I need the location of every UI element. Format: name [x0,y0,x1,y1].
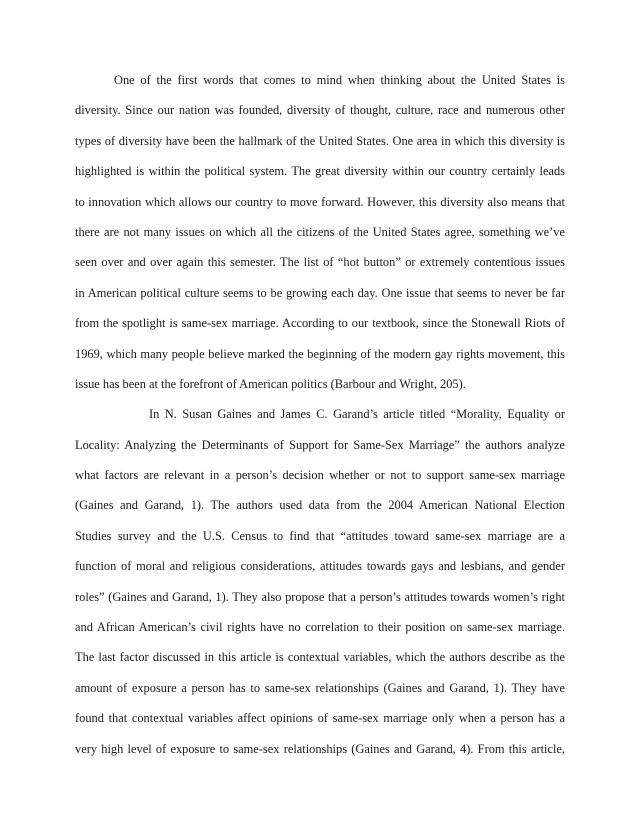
text-line: found that contextual variables affect opinions of same-sex marriage only when a person has a [75,711,565,726]
text-line: amount of exposure a person has to same-sex relationships (Gaines and Garand, 1). They have [75,680,565,695]
text-line: there are not many issues on which all the citizens of the United States agree, something we’ve [75,224,565,239]
text-line: highlighted is within the political system. The great diversity within our country certainly leads [75,164,565,179]
text-line: The last factor discussed in this article is contextual variables, which the authors describe as the [75,650,565,665]
text-line: in American political culture seems to be growing each day. One issue that seems to never be far [75,285,565,300]
text-line: seen over and over again this semester. The list of “hot button” or extremely contentious issues [75,255,565,270]
text-line: what factors are relevant in a person’s decision whether or not to support same-sex marriage [75,468,565,483]
text-line: issue has been at the forefront of American politics (Barbour and Wright, 205). [75,376,466,391]
text-line: and African American’s civil rights have no correlation to their position on same-sex marriage. [75,620,565,635]
text-line: (Gaines and Garand, 1). The authors used data from the 2004 American National Election [75,498,565,513]
text-line: types of diversity have been the hallmark of the United States. One area in which this diversity is [75,133,565,148]
text-line: function of moral and religious considerations, attitudes towards gays and lesbians, and gender [75,559,565,574]
text-line: to innovation which allows our country to move forward. However, this diversity also means that [75,194,565,209]
paragraph-2 [75,399,565,764]
text-line: One of the first words that comes to mind when thinking about the United States is [114,73,565,87]
document-body [75,65,565,764]
text-line: Locality: Analyzing the Determinants of Support for Same-Sex Marriage” the authors analyze [75,437,565,452]
text-line: 1969, which many people believe marked the beginning of the modern gay rights movement, this [75,346,565,361]
text-line: from the spotlight is same-sex marriage. According to our textbook, since the Stonewall Riots of [75,316,565,331]
text-line: In N. Susan Gaines and James C. Garand’s article titled “Morality, Equality or [149,407,565,422]
text-line: roles” (Gaines and Garand, 1). They also propose that a person’s attitudes towards women’s right [75,589,565,604]
text-line: diversity. Since our nation was founded, diversity of thought, culture, race and numerous other [75,103,565,118]
text-line: very high level of exposure to same-sex relationships (Gaines and Garand, 4). From this article, [75,741,565,756]
paragraph-1 [75,65,565,399]
text-line: Studies survey and the U.S. Census to find that “attitudes toward same-sex marriage are a [75,528,565,543]
